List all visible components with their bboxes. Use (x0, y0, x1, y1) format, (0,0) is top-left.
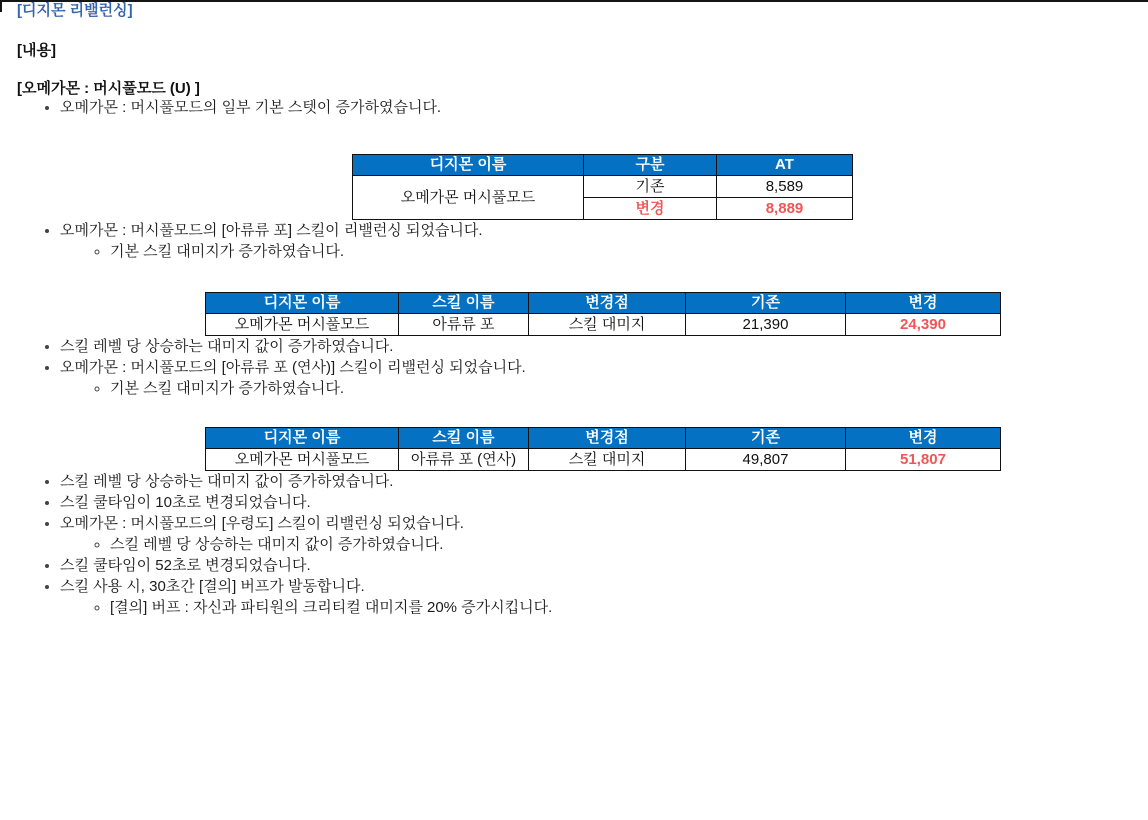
bullet-list (0, 220, 1148, 262)
bullet-item (60, 97, 1148, 118)
bullet-text: 스킬 쿨타임이 10초로 변경되었습니다. (60, 494, 311, 511)
col-header-change-point: 변경점 (529, 428, 686, 449)
at-new-value: 8,889 (717, 198, 853, 220)
bullet-list (0, 336, 1148, 357)
digimon-name-cell: 오메가몬 머시풀모드 (353, 176, 584, 220)
digimon-name-cell: 오메가몬 머시풀모드 (206, 314, 399, 336)
bullet-list (0, 97, 1148, 118)
bullet-text: 오메가몬 : 머시풀모드의 [우령도] 스킬이 리밸런싱 되었습니다. (60, 515, 464, 532)
bullet-item (60, 357, 1148, 399)
bullet-item (60, 576, 1148, 618)
new-value-cell: 24,390 (846, 314, 1001, 336)
col-header-skill-name: 스킬 이름 (399, 293, 529, 314)
sub-bullet-list (60, 378, 1148, 399)
sub-bullet-list (60, 534, 1148, 555)
bullet-item (60, 513, 1148, 555)
bullet-text: 스킬 레벨 당 상승하는 대미지 값이 증가하였습니다. (60, 473, 394, 490)
bullet-text: 오메가몬 : 머시풀모드의 [아류류 포] 스킬이 리밸런싱 되었습니다. (60, 222, 483, 239)
digimon-name-cell: 오메가몬 머시풀모드 (206, 449, 399, 471)
skill-table-aryuryu (205, 292, 1001, 336)
bullet-item (60, 555, 1148, 576)
bullet-text: 오메가몬 : 머시풀모드의 [아류류 포 (연사)] 스킬이 리밸런싱 되었습니다. (60, 359, 526, 376)
sub-bullet-item: ◦ [결의] 버프 : 자신과 파티원의 크리티컬 대미지를 20% 증가시킵니다. (110, 597, 1148, 618)
new-value-cell: 51,807 (846, 449, 1001, 471)
table-header-row (353, 155, 853, 176)
col-header-skill-name: 스킬 이름 (399, 428, 529, 449)
content-heading: [내용] (17, 42, 56, 59)
table-row (206, 314, 1001, 336)
change-point-cell: 스킬 대미지 (529, 449, 686, 471)
bullet-item (60, 492, 1148, 513)
frame-border (0, 2, 2, 12)
table-header-row (206, 428, 1001, 449)
sub-bullet-item: ◦ 기본 스킬 대미지가 증가하였습니다. (110, 378, 1148, 399)
bullet-list (0, 357, 1148, 399)
table-row (206, 449, 1001, 471)
bullet-text: 오메가몬 : 머시풀모드의 일부 기본 스텟이 증가하였습니다. (60, 99, 442, 116)
sub-bullet-item: ◦ 스킬 레벨 당 상승하는 대미지 값이 증가하였습니다. (110, 534, 1148, 555)
col-header-digimon-name: 디지몬 이름 (353, 155, 584, 176)
bullet-list (0, 555, 1148, 618)
skill-table-aryuryu-rapid (205, 427, 1001, 471)
col-header-digimon-name: 디지몬 이름 (206, 428, 399, 449)
bullet-text: 스킬 레벨 당 상승하는 대미지 값이 증가하였습니다. (60, 338, 394, 355)
sub-bullet-list (60, 597, 1148, 618)
col-header-new: 변경 (846, 293, 1001, 314)
sub-bullet-list (60, 241, 1148, 262)
bullet-text: 스킬 사용 시, 30초간 [결의] 버프가 발동합니다. (60, 578, 365, 595)
bullet-list (0, 471, 1148, 513)
col-header-digimon-name: 디지몬 이름 (206, 293, 399, 314)
col-header-new: 변경 (846, 428, 1001, 449)
bullet-item (60, 220, 1148, 262)
bullet-item (60, 471, 1148, 492)
table-header-row (206, 293, 1001, 314)
col-header-change-point: 변경점 (529, 293, 686, 314)
bullet-list (0, 513, 1148, 555)
bullet-text: 스킬 쿨타임이 52초로 변경되었습니다. (60, 557, 311, 574)
col-header-old: 기존 (686, 428, 846, 449)
at-stat-table (352, 154, 853, 220)
row-label-new: 변경 (584, 198, 717, 220)
skill-name-cell: 아류류 포 (399, 314, 529, 336)
old-value-cell: 49,807 (686, 449, 846, 471)
old-value-cell: 21,390 (686, 314, 846, 336)
col-header-old: 기존 (686, 293, 846, 314)
col-header-at: AT (717, 155, 853, 176)
post-title-link[interactable]: [디지몬 리밸런싱] (17, 2, 133, 19)
skill-name-cell: 아류류 포 (연사) (399, 449, 529, 471)
change-point-cell: 스킬 대미지 (529, 314, 686, 336)
sub-bullet-item: ◦ 기본 스킬 대미지가 증가하였습니다. (110, 241, 1148, 262)
at-old-value: 8,589 (717, 176, 853, 198)
bullet-item (60, 336, 1148, 357)
row-label-old: 기존 (584, 176, 717, 198)
section-heading-omegamon: [오메가몬 : 머시풀모드 (U) ] (17, 80, 200, 97)
col-header-category: 구분 (584, 155, 717, 176)
table-row (353, 176, 853, 198)
